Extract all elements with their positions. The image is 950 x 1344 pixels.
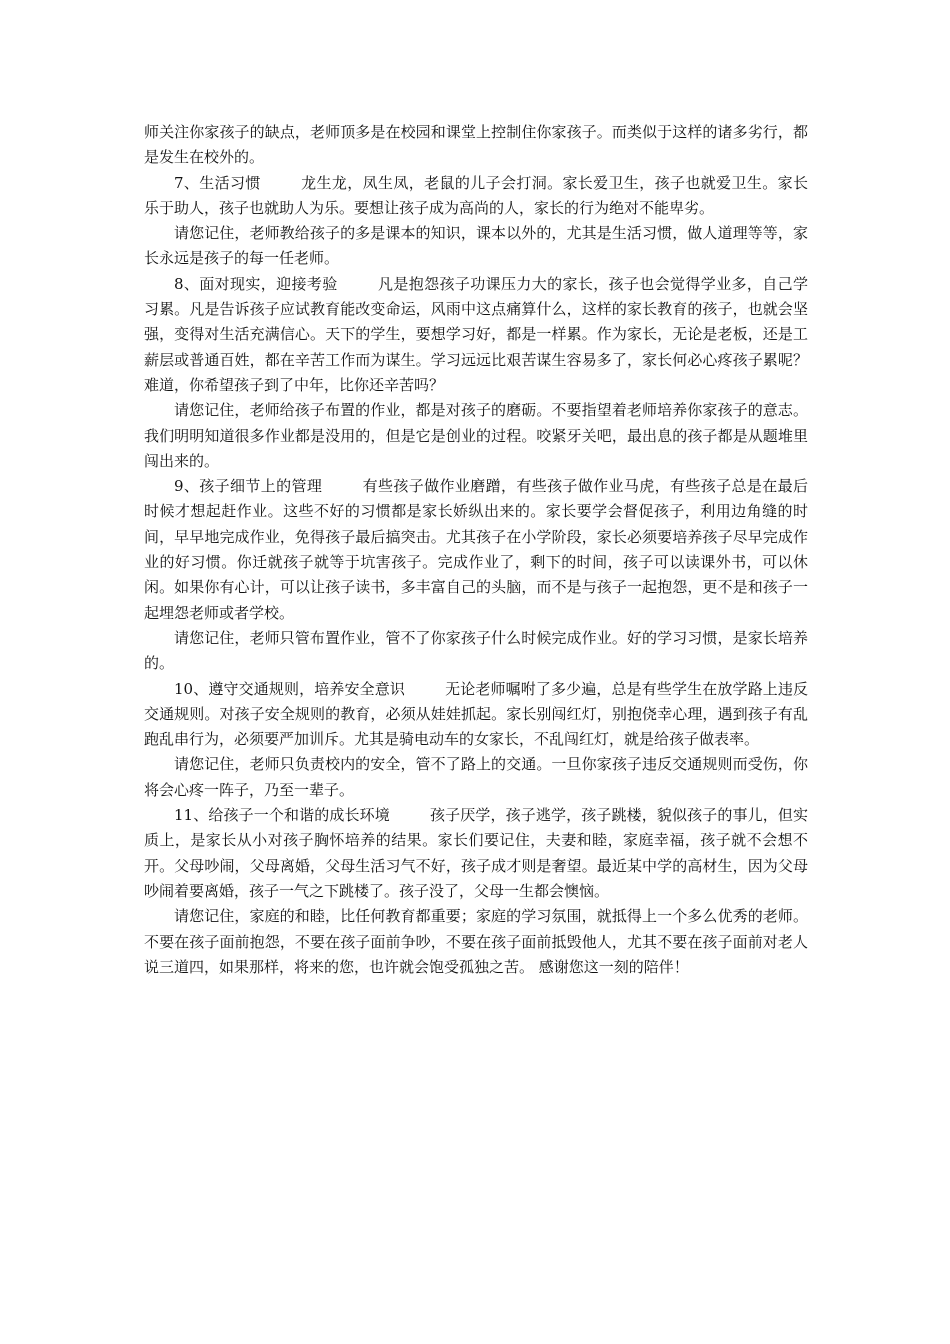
section-8 xyxy=(144,272,808,398)
section-number: 10、 xyxy=(174,679,209,698)
paragraph-continuation xyxy=(144,120,808,171)
section-11 xyxy=(144,803,808,904)
paragraph-text: 请您记住，老师给孩子布置的作业，都是对孩子的磨砺。不要指望着老师培养你家孩子的意志。我们明明知道很多作业都是没用的，但是它是创业的过程。咬紧牙关吧，最出息的孩子都是从题堆里闯出来的。 xyxy=(144,401,808,470)
reminder-paragraph xyxy=(144,398,808,474)
section-10 xyxy=(144,677,808,753)
section-text: 有些孩子做作业磨蹭，有些孩子做作业马虎，有些孩子总是在最后时候才想起赶作业。这些不好的习惯都是家长娇纵出来的。家长要学会督促孩子，利用边角缝的时间，早早地完成作业，免得孩子最后搞突击。尤其孩子在小学阶段，家长必须要培养孩子尽早完成作业的好习惯。你迁就孩子就等于坑害孩子。完成作业了，剩下的时间，孩子可以读课外书，可以休闲。如果你有心计，可以让孩子读书，多丰富自己的头脑，而不是与孩子一起抱怨，更不是和孩子一起埋怨老师或者学校。 xyxy=(144,477,808,622)
reminder-paragraph xyxy=(144,752,808,803)
paragraph-text: 请您记住，老师只负责校内的安全，管不了路上的交通。一旦你家孩子违反交通规则而受伤，你将会心疼一阵子，乃至一辈子。 xyxy=(144,755,808,799)
section-number: 7、 xyxy=(174,173,200,192)
document-page xyxy=(144,120,808,980)
paragraph-text: 请您记住，老师只管布置作业，管不了你家孩子什么时候完成作业。好的学习习惯，是家长培养的。 xyxy=(144,628,808,673)
section-number: 9、 xyxy=(174,477,200,496)
section-text: 龙生龙，凤生凤，老鼠的儿子会打洞。家长爱卫生，孩子也就爱卫生。家长乐于助人，孩子也就助人为乐。要想让孩子成为高尚的人，家长的行为绝对不能卑劣。 xyxy=(144,173,808,217)
section-heading: 生活习惯 xyxy=(199,173,261,192)
section-text: 无论老师嘱咐了多少遍，总是有些学生在放学路上违反交通规则。对孩子安全规则的教育，必须从娃娃抓起。家长别闯红灯，别抱侥幸心理，遇到孩子有乱跑乱串行为，必须要严加训斥。尤其是骑电动车的女家长，不乱闯红灯，就是给孩子做表率。 xyxy=(144,679,808,749)
paragraph-text: 请您记住，老师教给孩子的多是课本的知识，课本以外的，尤其是生活习惯，做人道理等等，家长永远是孩子的每一任老师。 xyxy=(144,224,808,268)
section-heading: 孩子细节上的管理 xyxy=(199,477,323,496)
section-heading: 面对现实，迎接考验 xyxy=(199,274,338,293)
section-text: 孩子厌学，孩子逃学，孩子跳楼，貌似孩子的事儿，但实质上，是家长从小对孩子胸怀培养的结果。家长们要记住，夫妻和睦，家庭幸福，孩子就不会想不开。父母吵闹，父母离婚，父母生活习气不好，孩子成才则是奢望。最近某中学的高材生，因为父母吵闹着要离婚，孩子一气之下跳楼了。孩子没了，父母一生都会懊恼。 xyxy=(144,806,808,900)
section-number: 11、 xyxy=(174,806,209,825)
reminder-paragraph xyxy=(144,221,808,272)
section-heading: 遵守交通规则，培养安全意识 xyxy=(208,679,405,698)
paragraph-text: 请您记住，家庭的和睦，比任何教育都重要；家庭的学习氛围，就抵得上一个多么优秀的老师。不要在孩子面前抱怨，不要在孩子面前争吵，不要在孩子面前抵毁他人，尤其不要在孩子面前对老人说三道四，如果那样，将来的您，也许就会饱受孤独之苦。 感谢您这一刻的陪伴！ xyxy=(144,907,808,976)
reminder-paragraph xyxy=(144,626,808,677)
section-heading: 给孩子一个和谐的成长环境 xyxy=(208,806,390,825)
section-9 xyxy=(144,474,808,626)
section-number: 8、 xyxy=(174,274,200,293)
paragraph-text: 师关注你家孩子的缺点，老师顶多是在校园和课堂上控制住你家孩子。而类似于这样的诸多劣行，都是发生在校外的。 xyxy=(144,123,808,167)
section-7 xyxy=(144,171,808,222)
section-text: 凡是抱怨孩子功课压力大的家长，孩子也会觉得学业多，自己学习累。凡是告诉孩子应试教育能改变命运，风雨中这点痛算什么，这样的家长教育的孩子，也就会坚强，变得对生活充满信心。天下的学生，要想学习好，都是一样累。作为家长，无论是老板，还是工薪层或普通百姓，都在辛苦工作而为谋生。学习远远比艰苦谋生容易多了，家长何必心疼孩子累呢？难道，你希望孩子到了中年，比你还辛苦吗？ xyxy=(144,274,808,394)
closing-paragraph xyxy=(144,904,808,980)
